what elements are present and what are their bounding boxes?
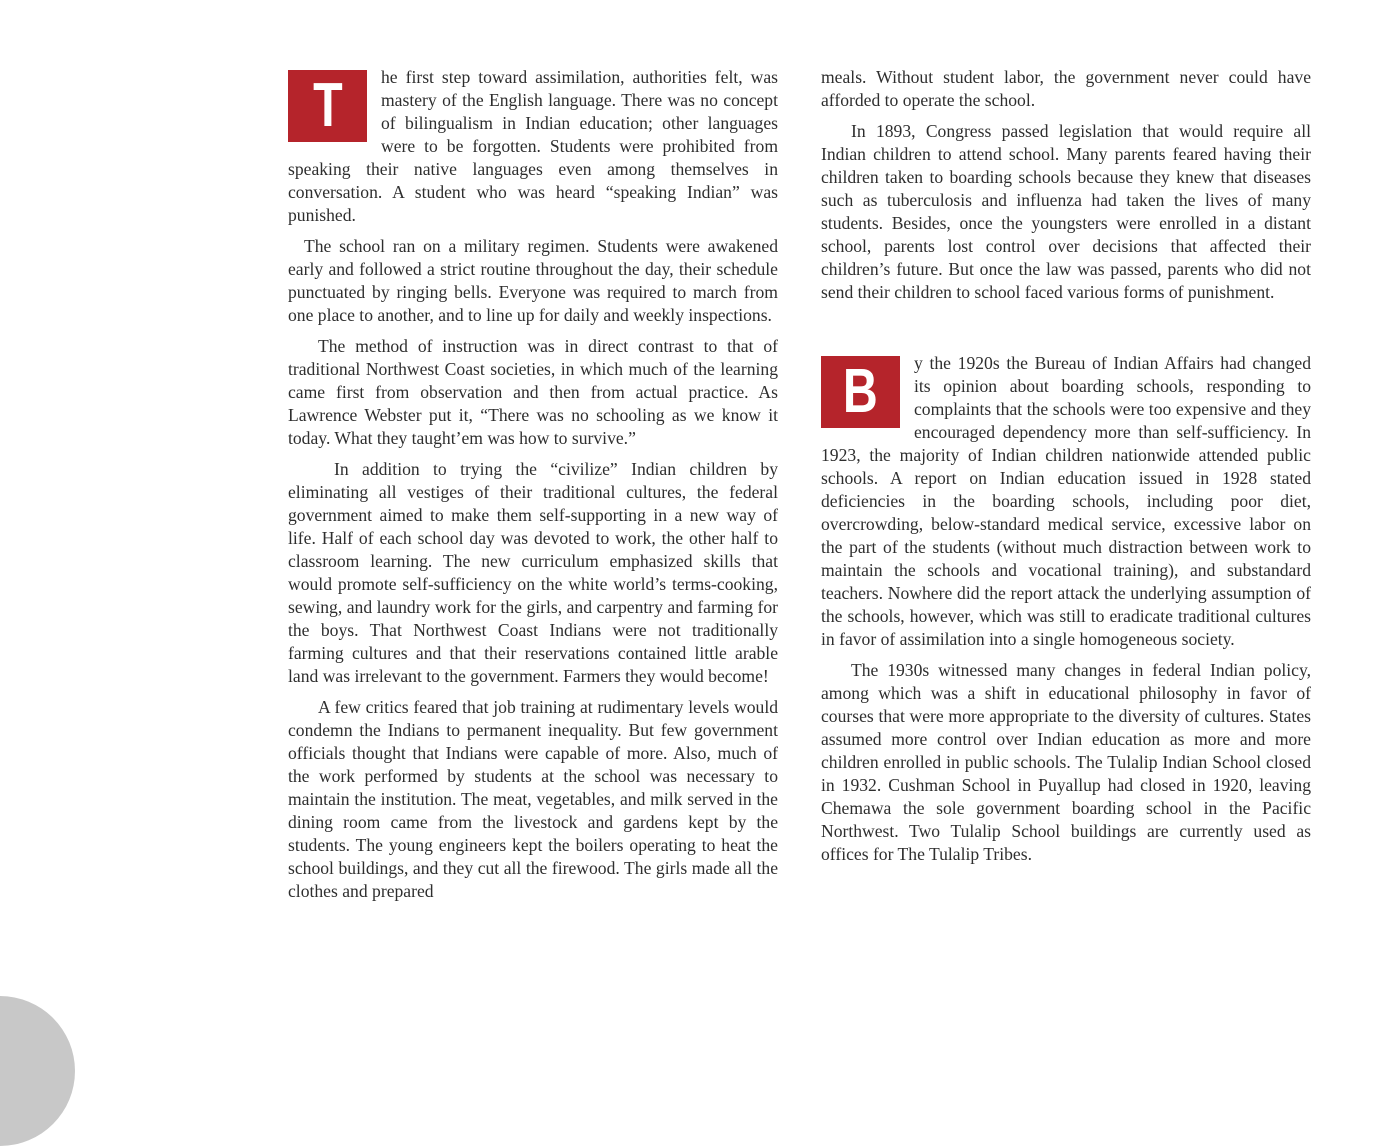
paragraph-military-regimen: The school ran on a military regimen. Students were awakened early and followed a strict routine throughout the day, their schedule punctuated by ringing bells. Everyone was required to march from one place to another, and to line up for daily and weekly inspections. [288, 236, 778, 325]
paragraph-meals: meals. Without student labor, the government never could have afforded to operate the school. [821, 67, 1311, 110]
paragraph-congress-1893: In 1893, Congress passed legislation that would require all Indian children to attend school. Many parents feared having their children taken to boarding schools because they knew that diseases such as tuberculosis and influenza had taken the lives of many students. Besides, once the youngsters were enrolled in a distant school, parents lost control over decisions that affected their children’s future. But once the law was passed, parents who did not send their children to school faced various forms of punishment. [821, 121, 1311, 302]
paragraph-assimilation: T he first step toward assimilation, authorities felt, was mastery of the English language. There was no concept of bilingualism in Indian education; other languages were to be forgotten. Students were prohibited from speaking their native languages even among themselves in conversation. A student who was heard “speaking Indian” was punished. [288, 67, 778, 225]
corner-decoration [0, 996, 75, 1146]
paragraph-critics: A few critics feared that job training at rudimentary levels would condemn the Indians to permanent inequality. But few government officials thought that Indians were capable of more. Also, much of the work performed by students at the school was necessary to maintain the institution. The meat, vegetables, and milk served in the dining room came from the livestock and gardens kept by the students. The young engineers kept the boilers operating to heat the school buildings, and they cut all the firewood. The girls made all the clothes and prepared [288, 697, 778, 901]
left-column [288, 66, 778, 911]
paragraph-1930s: The 1930s witnessed many changes in federal Indian policy, among which was a shift in educational philosophy in favor of courses that were more appropriate to the diversity of cultures. States assumed more control over Indian education as more and more children enrolled in public schools. The Tulalip Indian School closed in 1932. Cushman School in Puyallup had closed in 1920, leaving Chemawa the sole government boarding school in the Pacific Northwest. Two Tulalip School buildings are currently used as offices for The Tulalip Tribes. [821, 660, 1311, 864]
paragraph-civilize: In addition to trying the “civilize” Indian children by eliminating all vestiges of their traditional cultures, the federal government aimed to make them self-supporting in a new way of life. Half of each school day was devoted to work, the other half to classroom learning. The new curriculum emphasized skills that would promote self-sufficiency on the white world’s terms-cooking, sewing, and laundry work for the girls, and carpentry and farming for the boys. That Northwest Coast Indians were not traditionally farming cultures and that their reservations contained little arable land was irrelevant to the government. Farmers they would become! [288, 459, 778, 686]
paragraph-1920s-bureau: B y the 1920s the Bureau of Indian Affairs had changed its opinion about boarding schools, responding to complaints that the schools were too expensive and they encouraged dependency more than self-sufficiency. In 1923, the majority of Indian children nationwide attended public schools. A report on Indian education issued in 1928 stated deficiencies in the boarding schools, including poor diet, overcrowding, below-standard medical service, excessive labor on the part of the students (without much distraction between work to maintain the schools and vocational training), and substandard teachers. Nowhere did the report attack the underlying assumption of the schools, however, which was still to eradicate traditional cultures in favor of assimilation into a single homogeneous society. [821, 353, 1311, 649]
dropcap-t: T [288, 70, 367, 142]
right-column [821, 66, 1311, 874]
paragraph-method-of-instruction: The method of instruction was in direct contrast to that of traditional Northwest Coast societies, in which much of the learning came first from observation and then from actual practice. As Lawrence Webster put it, “There was no schooling as we know it today. What they taught’em was how to survive.” [288, 336, 778, 448]
section-gap [821, 312, 1311, 352]
dropcap-b: B [821, 356, 900, 428]
